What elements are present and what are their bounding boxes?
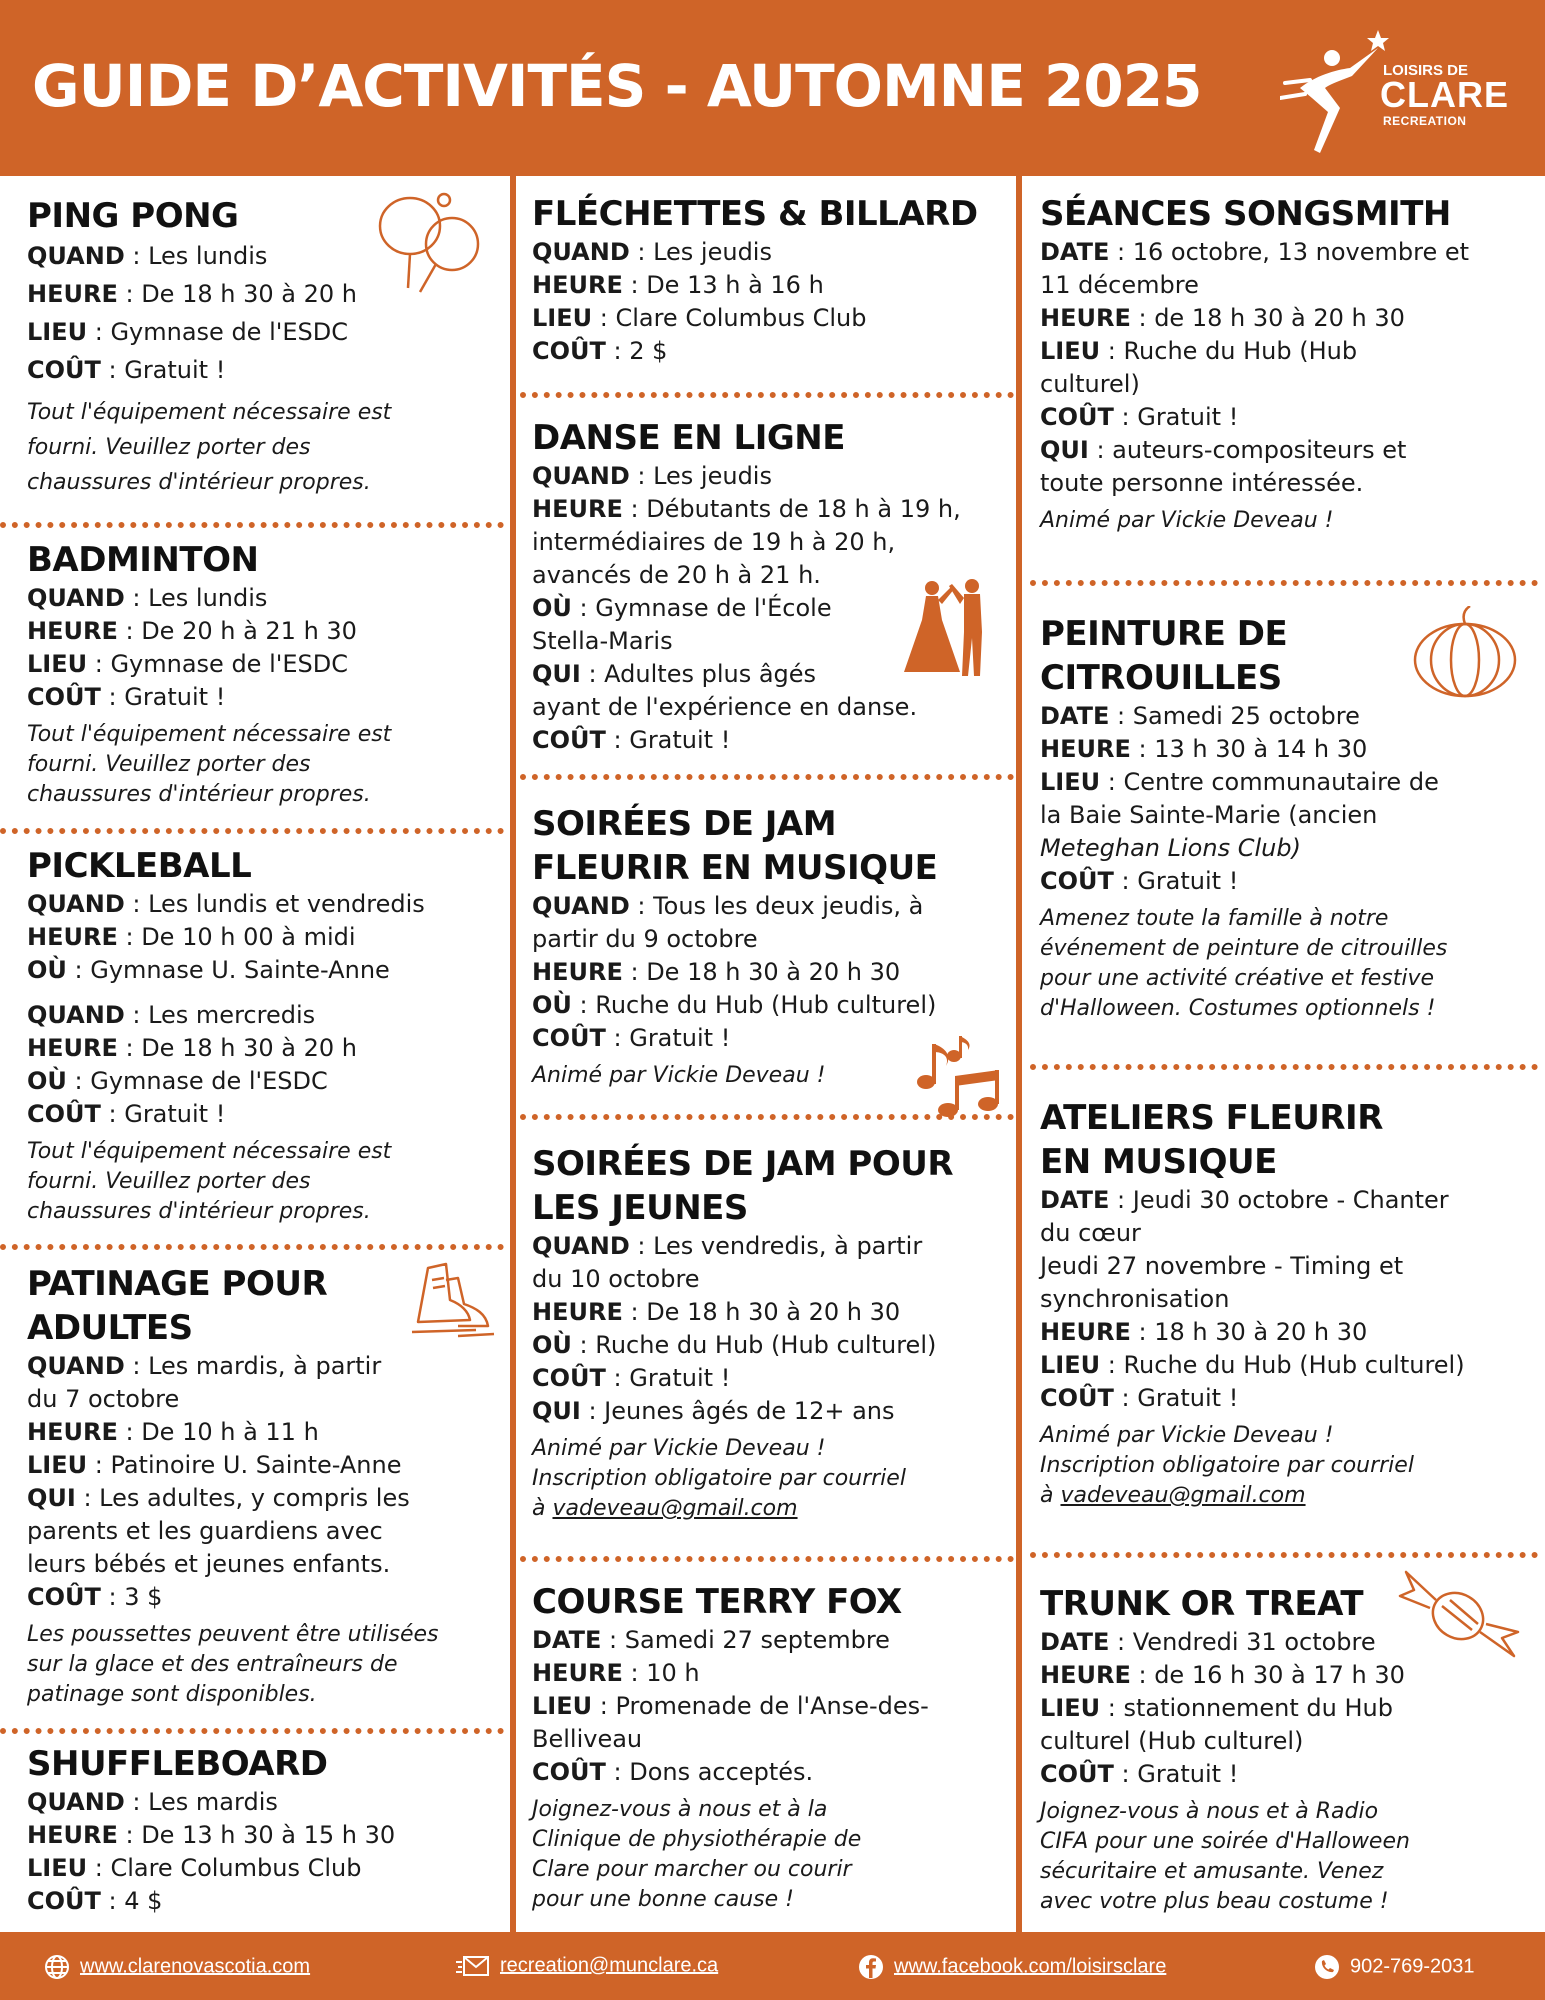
note-line: Tout l'équipement nécessaire est	[27, 1139, 392, 1164]
row-value: : Gratuit !	[605, 1024, 731, 1052]
section-title: BADMINTON	[27, 540, 259, 580]
section-divider	[520, 1556, 1014, 1562]
note-line: Clare pour marcher ou courir	[532, 1857, 852, 1882]
row-value: : Gymnase de l'ESDC	[66, 1067, 328, 1095]
row-label: COÛT	[27, 1583, 101, 1611]
section-title: SOIRÉES DE JAM	[532, 804, 837, 844]
row-value: du 10 octobre	[532, 1265, 700, 1293]
row-label: COÛT	[27, 356, 101, 384]
row-label: LIEU	[27, 1451, 88, 1479]
note-line: Tout l'équipement nécessaire est	[27, 400, 392, 425]
row-label: QUAND	[532, 238, 630, 266]
row-label: QUI	[532, 1397, 581, 1425]
row-value: : 18 h 30 à 20 h 30	[1130, 1318, 1368, 1346]
note-line: avec votre plus beau costume !	[1040, 1889, 1389, 1914]
dancing-couple-icon	[902, 576, 998, 680]
footer-phone[interactable]	[1314, 1954, 1475, 1980]
note-line: sur la glace et des entraîneurs de	[27, 1652, 398, 1677]
globe-icon	[44, 1954, 70, 1980]
page-footer	[0, 1932, 1545, 2000]
row-label: HEURE	[532, 958, 623, 986]
section-title: FLÉCHETTES & BILLARD	[532, 194, 978, 234]
row-value: : Promenade de l'Anse-des-	[592, 1692, 929, 1720]
logo-line1: LOISIRS DE	[1383, 62, 1469, 79]
row-value: : Dons acceptés.	[605, 1758, 814, 1786]
section-ateliers	[1024, 1096, 1539, 1511]
pumpkin-icon	[1410, 606, 1520, 700]
section-note	[1040, 506, 1539, 536]
mail-icon	[456, 1954, 490, 1978]
row-value: : Gratuit !	[100, 356, 226, 384]
note-line: Joignez-vous à nous et à la	[532, 1797, 828, 1822]
section-divider	[0, 522, 504, 528]
note-line: CIFA pour une soirée d'Halloween	[1040, 1829, 1410, 1854]
section-note	[27, 395, 500, 500]
row-label: COÛT	[532, 1364, 606, 1392]
section-title: COURSE TERRY FOX	[532, 1582, 902, 1622]
note-line: fourni. Veuillez porter des	[27, 1169, 311, 1194]
section-title: DANSE EN LIGNE	[532, 418, 845, 458]
row-label: QUAND	[27, 1001, 125, 1029]
page-title: GUIDE D’ACTIVITÉS - AUTOMNE 2025	[32, 52, 1202, 120]
row-label: HEURE	[1040, 304, 1131, 332]
row-label: QUAND	[532, 892, 630, 920]
section-divider	[1030, 580, 1538, 586]
row-value: Belliveau	[532, 1725, 643, 1753]
row-label: OÙ	[532, 991, 572, 1019]
row-value: : Les lundis	[124, 242, 268, 270]
row-label: QUAND	[27, 242, 125, 270]
note-line	[1040, 1481, 1539, 1511]
section-title: ATELIERS FLEURIR	[1040, 1098, 1383, 1138]
row-value: : De 18 h 30 à 20 h 30	[622, 958, 901, 986]
row-value: ayant de l'expérience en danse.	[532, 693, 918, 721]
row-value: du cœur	[1040, 1219, 1141, 1247]
row-label: LIEU	[1040, 768, 1101, 796]
row-label: QUI	[532, 660, 581, 688]
note-line: Amenez toute la famille à notre	[1040, 906, 1389, 931]
section-title: SHUFFLEBOARD	[27, 1744, 328, 1784]
row-value: : 2 $	[605, 337, 668, 365]
row-value: : De 10 h à 11 h	[117, 1418, 319, 1446]
column-divider-2	[1016, 176, 1022, 1932]
row-label: COÛT	[1040, 1760, 1114, 1788]
row-label: LIEU	[532, 1692, 593, 1720]
row-value: Stella-Maris	[532, 627, 673, 655]
section-divider	[1030, 1552, 1538, 1558]
ping-pong-paddles-icon	[372, 192, 490, 298]
row-value: : Gratuit !	[605, 1364, 731, 1392]
section-title-line2: CITROUILLES	[1040, 658, 1282, 698]
row-label: OÙ	[532, 594, 572, 622]
row-label: COÛT	[1040, 867, 1114, 895]
note-line: Animé par Vickie Deveau !	[532, 1063, 826, 1088]
section-divider	[0, 1244, 504, 1250]
row-value: la Baie Sainte-Marie (ancien	[1040, 801, 1378, 829]
row-value: : de 18 h 30 à 20 h 30	[1130, 304, 1405, 332]
email-link[interactable]: vadeveau@gmail.com	[552, 1496, 798, 1521]
row-value: : Gratuit !	[1113, 1760, 1239, 1788]
loisirs-clare-logo	[1280, 28, 1520, 168]
note-line: événement de peinture de citrouilles	[1040, 936, 1448, 961]
row-value: : Samedi 27 septembre	[601, 1626, 890, 1654]
section-divider	[520, 392, 1014, 398]
row-label: LIEU	[1040, 337, 1101, 365]
note-line	[532, 1494, 1016, 1524]
note-line: pour une bonne cause !	[532, 1887, 794, 1912]
row-label: COÛT	[532, 1024, 606, 1052]
row-label: COÛT	[1040, 1384, 1114, 1412]
row-label: HEURE	[27, 1821, 118, 1849]
row-value: Meteghan Lions Club)	[1040, 834, 1301, 862]
section-title: SÉANCES SONGSMITH	[1040, 194, 1451, 234]
section-pickleball	[0, 844, 500, 1227]
row-value: : De 13 h 30 à 15 h 30	[117, 1821, 396, 1849]
row-label: HEURE	[532, 271, 623, 299]
note-line: Tout l'équipement nécessaire est	[27, 722, 392, 747]
row-label: QUAND	[27, 584, 125, 612]
row-value: : Ruche du Hub (Hub culturel)	[1100, 1351, 1465, 1379]
row-label: HEURE	[1040, 1661, 1131, 1689]
row-label: QUAND	[532, 462, 630, 490]
row-value: : Ruche du Hub (Hub culturel)	[571, 1331, 937, 1359]
email-link[interactable]: vadeveau@gmail.com	[1060, 1483, 1306, 1508]
row-value: culturel (Hub culturel)	[1040, 1727, 1304, 1755]
row-value: : Gymnase de l'ESDC	[87, 318, 348, 346]
row-value: partir du 9 octobre	[532, 925, 758, 953]
row-value: : Les mercredis	[124, 1001, 316, 1029]
section-title: PING PONG	[27, 196, 239, 236]
row-value: : 13 h 30 à 14 h 30	[1130, 735, 1368, 763]
row-label: COÛT	[532, 337, 606, 365]
row-label: QUAND	[532, 1232, 630, 1260]
note-line: Joignez-vous à nous et à Radio	[1040, 1799, 1379, 1824]
candy-icon	[1398, 1566, 1520, 1662]
row-value: : Les lundis et vendredis	[124, 890, 425, 918]
row-value: : Gratuit !	[1113, 403, 1239, 431]
row-label: HEURE	[1040, 1318, 1131, 1346]
row-label: HEURE	[1040, 735, 1131, 763]
row-label: QUI	[27, 1484, 76, 1512]
row-value: : De 10 h 00 à midi	[117, 923, 356, 951]
section-title: SOIRÉES DE JAM POUR	[532, 1144, 954, 1184]
row-value: : Patinoire U. Sainte-Anne	[87, 1451, 402, 1479]
row-value: : Gratuit !	[1113, 867, 1239, 895]
logo-line2: CLARE	[1380, 74, 1509, 115]
row-value: : Les lundis	[124, 584, 268, 612]
note-line: chaussures d'intérieur propres.	[27, 1199, 371, 1224]
row-value: : Les vendredis, à partir	[629, 1232, 923, 1260]
section-title-line2: FLEURIR EN MUSIQUE	[532, 848, 938, 888]
section-shuffleboard	[0, 1742, 500, 1918]
note-line: Inscription obligatoire par courriel	[532, 1466, 906, 1491]
section-divider	[520, 1114, 1014, 1120]
section-songsmith	[1024, 192, 1539, 536]
phone-icon	[1314, 1954, 1340, 1980]
row-label: HEURE	[27, 1418, 118, 1446]
row-value: : Clare Columbus Club	[87, 1854, 362, 1882]
row-value: : Ruche du Hub (Hub	[1100, 337, 1358, 365]
row-value: : Tous les deux jeudis, à	[629, 892, 924, 920]
facebook-link[interactable]: www.facebook.com/loisirsclare	[894, 1955, 1167, 1978]
row-value: synchronisation	[1040, 1285, 1230, 1313]
row-value: : Samedi 25 octobre	[1109, 702, 1360, 730]
row-label: LIEU	[1040, 1351, 1101, 1379]
row-value: : Les mardis, à partir	[124, 1352, 382, 1380]
row-value: avancés de 20 h à 21 h.	[532, 561, 821, 589]
section-title: PEINTURE DE	[1040, 614, 1288, 654]
row-value: : auteurs-compositeurs et	[1088, 436, 1407, 464]
phone-number[interactable]: 902-769-2031	[1350, 1955, 1475, 1978]
section-jam-jeunes	[516, 1142, 1016, 1524]
row-label: HEURE	[532, 1659, 623, 1687]
note-line: sécuritaire et amusante. Venez	[1040, 1859, 1384, 1884]
note-line: Animé par Vickie Deveau !	[1040, 508, 1334, 533]
note-line: chaussures d'intérieur propres.	[27, 470, 371, 495]
row-value: parents et les guardiens avec	[27, 1517, 383, 1545]
section-title-line2: EN MUSIQUE	[1040, 1142, 1277, 1182]
website-link[interactable]: www.clarenovascotia.com	[80, 1955, 311, 1978]
section-note	[532, 1434, 1016, 1524]
note-prefix: à	[532, 1496, 553, 1521]
row-value: : Jeunes âgés de 12+ ans	[580, 1397, 895, 1425]
row-value: : De 18 h 30 à 20 h	[117, 280, 357, 308]
section-divider	[0, 1728, 504, 1734]
row-label: HEURE	[27, 617, 118, 645]
row-value: leurs bébés et jeunes enfants.	[27, 1550, 391, 1578]
row-value: : Les mardis	[124, 1788, 278, 1816]
footer-website[interactable]	[44, 1954, 310, 1980]
section-title: TRUNK OR TREAT	[1040, 1584, 1364, 1624]
row-value: culturel)	[1040, 370, 1140, 398]
row-value: : Débutants de 18 h à 19 h,	[622, 495, 961, 523]
row-value: : Gratuit !	[100, 683, 226, 711]
row-value: : de 16 h 30 à 17 h 30	[1130, 1661, 1405, 1689]
row-value: : 16 octobre, 13 novembre et	[1109, 238, 1470, 266]
note-prefix: à	[1040, 1483, 1061, 1508]
note-line: chaussures d'intérieur propres.	[27, 782, 371, 807]
section-badminton	[0, 538, 500, 810]
section-note	[532, 1795, 1016, 1915]
row-label: DATE	[1040, 238, 1110, 266]
row-value: : Gratuit !	[605, 726, 731, 754]
note-line: Les poussettes peuvent être utilisées	[27, 1622, 439, 1647]
row-value: du 7 octobre	[27, 1385, 180, 1413]
footer-email[interactable]	[456, 1954, 718, 1978]
ice-skates-icon	[398, 1260, 498, 1356]
row-label: QUAND	[27, 890, 125, 918]
row-label: QUAND	[27, 1352, 125, 1380]
row-label: COÛT	[1040, 403, 1114, 431]
row-value: : Clare Columbus Club	[592, 304, 867, 332]
row-label: DATE	[532, 1626, 602, 1654]
footer-facebook[interactable]	[858, 1954, 1166, 1980]
note-line: pour une activité créative et festive	[1040, 966, 1435, 991]
row-label: LIEU	[1040, 1694, 1101, 1722]
note-line: patinage sont disponibles.	[27, 1682, 317, 1707]
section-divider	[520, 774, 1014, 780]
row-value: : Les adultes, y compris les	[75, 1484, 410, 1512]
row-value: : De 18 h 30 à 20 h	[117, 1034, 357, 1062]
row-label: OÙ	[27, 956, 67, 984]
row-value: : De 18 h 30 à 20 h 30	[622, 1298, 901, 1326]
note-line: fourni. Veuillez porter des	[27, 435, 311, 460]
row-label: OÙ	[532, 1331, 572, 1359]
row-label: QUAND	[27, 1788, 125, 1816]
section-title: PICKLEBALL	[27, 846, 252, 886]
row-label: DATE	[1040, 702, 1110, 730]
music-notes-icon	[912, 1036, 1008, 1120]
row-value: : 4 $	[100, 1887, 163, 1915]
row-label: COÛT	[27, 683, 101, 711]
row-label: COÛT	[532, 1758, 606, 1786]
row-label: HEURE	[532, 495, 623, 523]
row-value: : stationnement du Hub	[1100, 1694, 1393, 1722]
row-value: : Centre communautaire de	[1100, 768, 1439, 796]
row-label: LIEU	[532, 304, 593, 332]
row-value: intermédiaires de 19 h à 20 h,	[532, 528, 896, 556]
row-label: DATE	[1040, 1628, 1110, 1656]
note-line: d'Halloween. Costumes optionnels !	[1040, 996, 1436, 1021]
row-value: : Les jeudis	[629, 462, 772, 490]
section-note	[27, 1620, 500, 1710]
section-terry-fox	[516, 1580, 1016, 1915]
section-note	[1040, 904, 1539, 1024]
row-label: LIEU	[27, 318, 88, 346]
row-label: HEURE	[27, 1034, 118, 1062]
row-label: COÛT	[532, 726, 606, 754]
note-line: Inscription obligatoire par courriel	[1040, 1453, 1414, 1478]
section-title-line2: LES JEUNES	[532, 1188, 748, 1228]
row-value: : Gratuit !	[100, 1100, 226, 1128]
row-label: COÛT	[27, 1887, 101, 1915]
runner-icon	[1280, 28, 1390, 158]
row-label: HEURE	[532, 1298, 623, 1326]
section-flechettes	[516, 192, 1016, 368]
row-value: : Gymnase de l'École	[571, 594, 832, 622]
row-value: 11 décembre	[1040, 271, 1199, 299]
section-divider	[1030, 1064, 1538, 1070]
row-label: QUI	[1040, 436, 1089, 464]
row-value: : De 20 h à 21 h 30	[117, 617, 357, 645]
page-header	[0, 0, 1545, 176]
row-label: LIEU	[27, 1854, 88, 1882]
note-line: Animé par Vickie Deveau !	[1040, 1423, 1334, 1448]
row-value: : 10 h	[622, 1659, 700, 1687]
row-value: : Jeudi 30 octobre - Chanter	[1109, 1186, 1449, 1214]
row-label: HEURE	[27, 280, 118, 308]
row-value: : Ruche du Hub (Hub culturel)	[571, 991, 937, 1019]
note-line: Clinique de physiothérapie de	[532, 1827, 862, 1852]
section-note	[1040, 1797, 1539, 1917]
row-value: : 3 $	[100, 1583, 163, 1611]
row-label: OÙ	[27, 1067, 67, 1095]
row-label: DATE	[1040, 1186, 1110, 1214]
row-value: : Gratuit !	[1113, 1384, 1239, 1412]
logo-line3: RECREATION	[1383, 114, 1467, 128]
facebook-icon	[858, 1954, 884, 1980]
section-note	[27, 1137, 500, 1227]
row-value: : Les jeudis	[629, 238, 772, 266]
section-note	[1040, 1421, 1539, 1511]
row-value: : De 13 h à 16 h	[622, 271, 824, 299]
row-label: LIEU	[27, 650, 88, 678]
row-label: HEURE	[27, 923, 118, 951]
note-line: fourni. Veuillez porter des	[27, 752, 311, 777]
row-label: COÛT	[27, 1100, 101, 1128]
email-link[interactable]: recreation@munclare.ca	[500, 1954, 719, 1977]
row-value: : Gymnase U. Sainte-Anne	[66, 956, 390, 984]
section-title: PATINAGE POUR	[27, 1264, 328, 1304]
section-title-line2: ADULTES	[27, 1308, 193, 1348]
row-value: : Vendredi 31 octobre	[1109, 1628, 1376, 1656]
note-line: Animé par Vickie Deveau !	[532, 1436, 826, 1461]
row-value: Jeudi 27 novembre - Timing et	[1040, 1252, 1404, 1280]
row-value: : Adultes plus âgés	[580, 660, 817, 688]
row-value: : Gymnase de l'ESDC	[87, 650, 348, 678]
section-divider	[0, 828, 504, 834]
row-value: toute personne intéressée.	[1040, 469, 1364, 497]
section-note	[27, 720, 500, 810]
